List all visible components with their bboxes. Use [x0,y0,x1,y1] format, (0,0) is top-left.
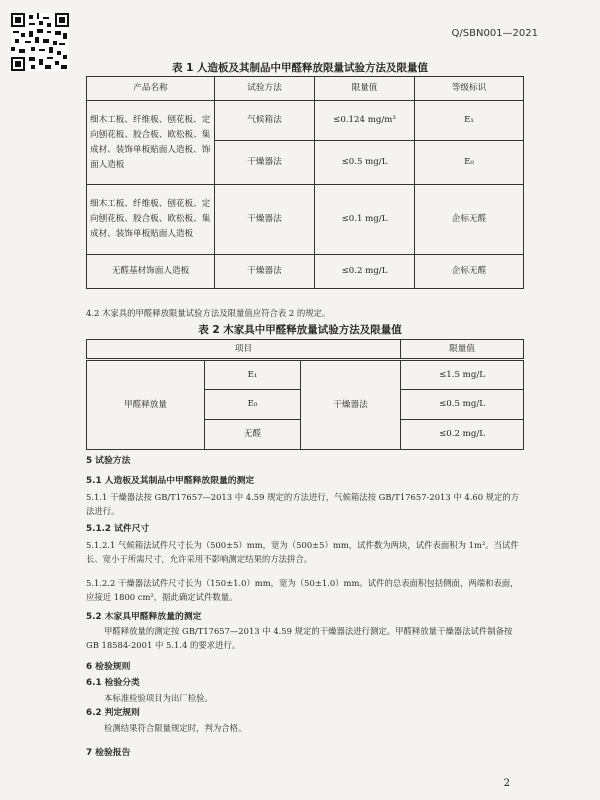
table2-cell-grade: E₀ [205,390,301,420]
table1-cell-limit: ≤0.1 mg/L [315,185,415,255]
table1-group2-name: 细木工板、纤维板、刨花板、定向刨花板、胶合板、欧松板、集成材、装饰单板贴面人造板 [87,185,215,255]
table1-cell-grade: E₁ [415,101,524,141]
table2-item: 甲醛释放量 [87,360,205,450]
table2-cell-limit: ≤0.2 mg/L [401,420,524,450]
section-5-1-2-1-text: 5.1.2.1 气候箱法试件尺寸长为（500±5）mm，宽为（500±5）mm，试件数为两块，试件表面积为 1m²。当试件长、宽小于所需尺寸，允许采用不影响测定结果的方法拼合。 [86,540,519,564]
table2-header-item: 项目 [87,340,401,360]
table2-cell-limit: ≤1.5 mg/L [401,360,524,390]
section-5-1-2-heading: 5.1.2 试件尺寸 [86,524,150,534]
table1-cell-grade: 企标无醛 [415,255,524,289]
table1-cell-method: 气候箱法 [215,101,315,141]
table1-caption: 表 1 人造板及其制品中甲醛释放限量试验方法及限量值 [171,62,429,74]
table1-header-method: 试验方法 [215,77,315,101]
table1-header-limit: 限量值 [315,77,415,101]
section-5-heading: 5 试验方法 [86,456,131,466]
section-6-2-heading: 6.2 判定规则 [86,708,140,718]
table1-header-product: 产品名称 [87,77,215,101]
table2-cell-grade: 无醛 [205,420,301,450]
section-6-1-text: 本标准检验项目为出厂检验。 [104,693,213,703]
table1-cell-limit: ≤0.2 mg/L [315,255,415,289]
table2-caption: 表 2 木家具中甲醛释放量试验方法及限量值 [198,324,402,336]
section-6-1-heading: 6.1 检验分类 [86,678,140,688]
table1-cell-method: 干燥器法 [215,141,315,185]
table1-header-grade: 等级标识 [415,77,524,101]
table1-cell-grade: E₀ [415,141,524,185]
section-6-heading: 6 检验规则 [86,662,131,672]
table1-cell-method: 干燥器法 [215,255,315,289]
section-5-1-heading: 5.1 人造板及其制品中甲醛释放限量的测定 [86,476,255,486]
table1-cell-limit: ≤0.5 mg/L [315,141,415,185]
table2-header-limit: 限量值 [401,340,524,360]
table2 [86,339,524,450]
table2-method: 干燥器法 [301,360,401,450]
section-6-2-text: 检测结果符合限量规定时，判为合格。 [104,723,247,733]
section-5-2-heading: 5.2 木家具甲醛释放量的测定 [86,612,202,622]
table1-cell-method: 干燥器法 [215,185,315,255]
table1-group1-name: 细木工板、纤维板、刨花板、定向刨花板、胶合板、欧松板、集成材、装饰单板贴面人造板、饰面人造板 [87,101,215,185]
section-5-1-2-2-text: 5.1.2.2 干燥器法试件尺寸长为（150±1.0）mm，宽为（50±1.0）mm。试件的总表面积包括侧面，两端和表面，应接近 1800 cm²，据此确定试件数量。 [86,578,519,602]
table1-group3-name: 无醛基材饰面人造板 [87,255,215,289]
section-5-2-text: 甲醛释放量的测定按 GB/T17657—2013 中 4.59 规定的干燥器法进行测定。甲醛释放量干燥器法试件制备按 GB 18584-2001 中 5.1.4 的要求进行。 [86,626,513,650]
note-4-2: 4.2 木家具的甲醛释放限量试验方法及限量值应符合表 2 的规定。 [86,308,331,318]
table2-cell-limit: ≤0.5 mg/L [401,390,524,420]
table1-cell-limit: ≤0.124 mg/m³ [315,101,415,141]
table1-cell-grade: 企标无醛 [415,185,524,255]
section-7-heading: 7 检验报告 [86,748,131,758]
table2-cell-grade: E₁ [205,360,301,390]
page-number: 2 [503,778,510,789]
document-number: Q/SBN001—2021 [451,28,538,39]
table1 [86,76,524,289]
section-5-1-1-text: 5.1.1 干燥器法按 GB/T17657—2013 中 4.59 规定的方法进行，气候箱法按 GB/T17657-2013 中 4.60 规定的方法进行。 [86,492,520,516]
